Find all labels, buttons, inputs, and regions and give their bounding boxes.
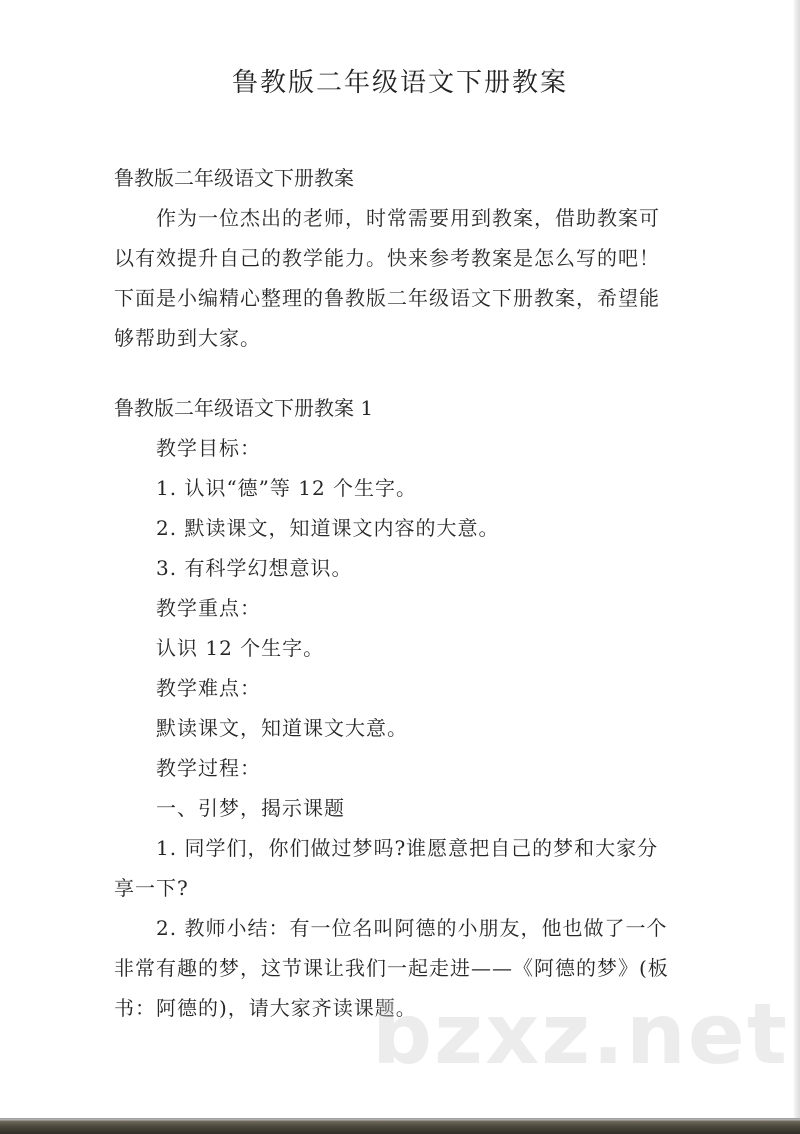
section-heading: 鲁教版二年级语文下册教案 1 [114, 396, 374, 420]
paragraph-line: 1. 同学们，你们做过梦吗?谁愿意把自己的梦和大家分 [156, 836, 659, 860]
page-title: 鲁教版二年级语文下册教案 [231, 68, 568, 98]
section-heading: 鲁教版二年级语文下册教案 [114, 166, 354, 190]
paragraph-line: 书：阿德的)，请大家齐读课题。 [114, 996, 417, 1020]
paragraph-line: 够帮助到大家。 [114, 326, 261, 350]
watermark: bzxz.net [372, 985, 789, 1083]
paragraph-line: 教学目标： [156, 436, 261, 460]
paragraph-line: 2. 教师小结：有一位名叫阿德的小朋友，他也做了一个 [156, 916, 668, 940]
bottom-edge-strip [0, 1118, 800, 1134]
paragraph-line: 作为一位杰出的老师，时常需要用到教案，借助教案可 [156, 206, 660, 230]
paragraph-line: 以有效提升自己的教学能力。快来参考教案是怎么写的吧！ [114, 246, 660, 270]
paragraph-line: 3. 有科学幻想意识。 [156, 556, 353, 580]
page-edge [794, 0, 800, 1134]
paragraph-line: 1. 认识“德”等 12 个生字。 [156, 476, 418, 500]
paragraph-line: 下面是小编精心整理的鲁教版二年级语文下册教案，希望能 [114, 286, 660, 310]
paragraph-line: 教学难点： [156, 676, 261, 700]
paragraph-line: 教学重点： [156, 596, 261, 620]
paragraph-line: 享一下? [114, 876, 189, 900]
paragraph-line: 一、引梦，揭示课题 [156, 796, 345, 820]
paragraph-line: 默读课文，知道课文大意。 [156, 716, 408, 740]
paragraph-line: 非常有趣的梦，这节课让我们一起走进——《阿德的梦》(板 [114, 956, 669, 980]
paragraph-line: 教学过程： [156, 756, 261, 780]
paragraph-line: 2. 默读课文，知道课文内容的大意。 [156, 516, 500, 540]
paragraph-line: 认识 12 个生字。 [156, 636, 325, 660]
